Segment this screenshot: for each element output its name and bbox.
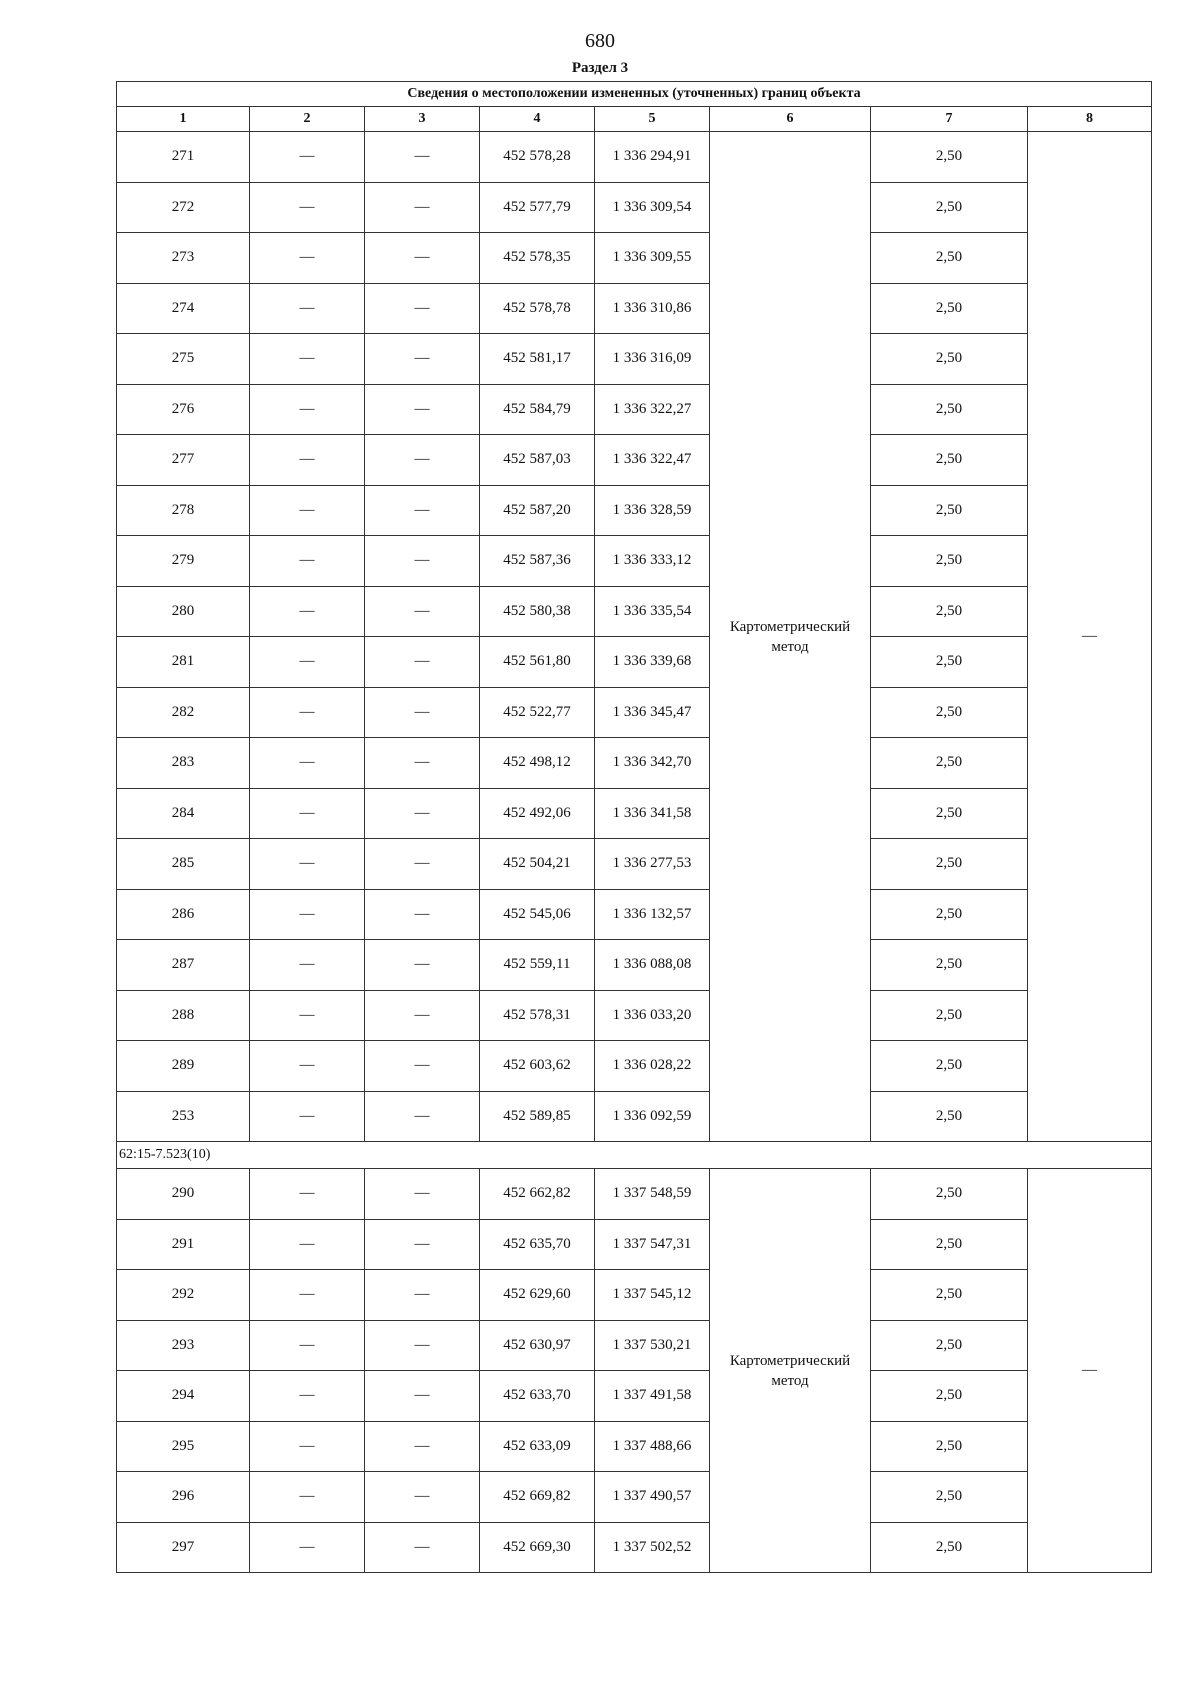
coord-x: 452 633,09 [480,1421,595,1472]
coord-x: 452 629,60 [480,1270,595,1321]
coord-x: 452 559,11 [480,940,595,991]
coord-x: 452 580,38 [480,586,595,637]
cell-col2: — [250,1041,365,1092]
cell-col3: — [365,536,480,587]
accuracy-cell: 2,50 [871,536,1028,587]
cell-col2: — [250,485,365,536]
table-header-row [117,107,1152,132]
coord-x: 452 587,36 [480,536,595,587]
col8-cell: — [1028,132,1152,1142]
accuracy-cell: 2,50 [871,1421,1028,1472]
accuracy-cell: 2,50 [871,990,1028,1041]
accuracy-cell: 2,50 [871,839,1028,890]
table-row [117,940,1152,991]
table-row [117,1041,1152,1092]
table-row [117,1371,1152,1422]
cell-col2: — [250,586,365,637]
cell-col3: — [365,1371,480,1422]
cell-col2: — [250,1371,365,1422]
accuracy-cell: 2,50 [871,1091,1028,1142]
coord-y: 1 337 502,52 [595,1522,710,1573]
coord-x: 452 522,77 [480,687,595,738]
cell-col3: — [365,334,480,385]
page-number: 680 [585,30,615,52]
coord-y: 1 337 488,66 [595,1421,710,1472]
point-number: 287 [117,940,250,991]
point-number: 295 [117,1421,250,1472]
table-row [117,586,1152,637]
accuracy-cell: 2,50 [871,384,1028,435]
method-cell: Картометрический метод [710,1169,871,1573]
cell-col3: — [365,637,480,688]
coord-x: 452 578,78 [480,283,595,334]
accuracy-cell: 2,50 [871,435,1028,486]
coord-y: 1 336 132,57 [595,889,710,940]
coord-y: 1 336 309,55 [595,233,710,284]
coord-y: 1 336 345,47 [595,687,710,738]
column-header: 7 [871,107,1028,132]
coord-y: 1 337 490,57 [595,1472,710,1523]
point-number: 278 [117,485,250,536]
coord-y: 1 336 033,20 [595,990,710,1041]
cell-col3: — [365,940,480,991]
column-header: 6 [710,107,871,132]
point-number: 275 [117,334,250,385]
accuracy-cell: 2,50 [871,687,1028,738]
cell-col3: — [365,182,480,233]
cell-col3: — [365,1421,480,1472]
cell-col3: — [365,990,480,1041]
point-number: 277 [117,435,250,486]
coord-x: 452 492,06 [480,788,595,839]
cell-col3: — [365,687,480,738]
accuracy-cell: 2,50 [871,1371,1028,1422]
coord-x: 452 587,20 [480,485,595,536]
table-row [117,788,1152,839]
cell-col3: — [365,132,480,183]
point-number: 292 [117,1270,250,1321]
point-number: 293 [117,1320,250,1371]
accuracy-cell: 2,50 [871,1522,1028,1573]
cell-col2: — [250,1472,365,1523]
table-row [117,1169,1152,1220]
cell-col2: — [250,233,365,284]
coord-x: 452 603,62 [480,1041,595,1092]
accuracy-cell: 2,50 [871,1169,1028,1220]
group-label-row [117,1142,1152,1169]
cell-col3: — [365,1522,480,1573]
cell-col2: — [250,1219,365,1270]
coord-x: 452 545,06 [480,889,595,940]
table-body [117,132,1152,1573]
coord-y: 1 337 547,31 [595,1219,710,1270]
table-row [117,233,1152,284]
point-number: 253 [117,1091,250,1142]
accuracy-cell: 2,50 [871,1270,1028,1321]
cell-col2: — [250,536,365,587]
cell-col2: — [250,435,365,486]
cell-col2: — [250,384,365,435]
cell-col3: — [365,1270,480,1321]
coord-y: 1 336 294,91 [595,132,710,183]
point-number: 297 [117,1522,250,1573]
cell-col2: — [250,1091,365,1142]
table-row [117,1421,1152,1472]
point-number: 294 [117,1371,250,1422]
cell-col3: — [365,1472,480,1523]
coord-x: 452 669,82 [480,1472,595,1523]
coord-x: 452 584,79 [480,384,595,435]
accuracy-cell: 2,50 [871,283,1028,334]
point-number: 271 [117,132,250,183]
column-header: 3 [365,107,480,132]
accuracy-cell: 2,50 [871,233,1028,284]
method-cell: Картометрический метод [710,132,871,1142]
coord-x: 452 561,80 [480,637,595,688]
cell-col3: — [365,1169,480,1220]
point-number: 274 [117,283,250,334]
table-row [117,687,1152,738]
accuracy-cell: 2,50 [871,485,1028,536]
table-row [117,435,1152,486]
group-label: 62:15-7.523(10) [117,1142,1152,1169]
point-number: 283 [117,738,250,789]
table-row [117,889,1152,940]
point-number: 290 [117,1169,250,1220]
coord-y: 1 336 322,47 [595,435,710,486]
table-row [117,1522,1152,1573]
cell-col2: — [250,1320,365,1371]
cell-col2: — [250,637,365,688]
coord-y: 1 337 548,59 [595,1169,710,1220]
cell-col3: — [365,788,480,839]
coord-x: 452 635,70 [480,1219,595,1270]
table-row [117,1270,1152,1321]
accuracy-cell: 2,50 [871,1472,1028,1523]
table-row [117,132,1152,183]
cell-col2: — [250,1421,365,1472]
table-row [117,485,1152,536]
table-row [117,738,1152,789]
coord-x: 452 578,35 [480,233,595,284]
coord-x: 452 578,28 [480,132,595,183]
column-header: 2 [250,107,365,132]
cell-col2: — [250,1522,365,1573]
table-row [117,839,1152,890]
coord-y: 1 336 028,22 [595,1041,710,1092]
coord-x: 452 578,31 [480,990,595,1041]
cell-col3: — [365,1041,480,1092]
coord-x: 452 662,82 [480,1169,595,1220]
table-row [117,1091,1152,1142]
column-header: 4 [480,107,595,132]
coord-y: 1 336 335,54 [595,586,710,637]
cell-col2: — [250,788,365,839]
table-row [117,384,1152,435]
cell-col2: — [250,182,365,233]
cell-col2: — [250,839,365,890]
point-number: 285 [117,839,250,890]
coord-x: 452 587,03 [480,435,595,486]
coord-y: 1 336 328,59 [595,485,710,536]
coord-x: 452 504,21 [480,839,595,890]
coord-x: 452 577,79 [480,182,595,233]
accuracy-cell: 2,50 [871,334,1028,385]
cell-col3: — [365,283,480,334]
cell-col2: — [250,940,365,991]
cell-col3: — [365,839,480,890]
table-row [117,1320,1152,1371]
coord-y: 1 337 530,21 [595,1320,710,1371]
cell-col3: — [365,1091,480,1142]
table-caption: Сведения о местоположении измененных (уточненных) границ объекта [117,82,1152,107]
cell-col3: — [365,485,480,536]
accuracy-cell: 2,50 [871,182,1028,233]
coord-y: 1 336 316,09 [595,334,710,385]
cell-col2: — [250,738,365,789]
accuracy-cell: 2,50 [871,788,1028,839]
coord-x: 452 633,70 [480,1371,595,1422]
coord-x: 452 498,12 [480,738,595,789]
cell-col3: — [365,1320,480,1371]
coord-y: 1 336 339,68 [595,637,710,688]
cell-col2: — [250,990,365,1041]
point-number: 282 [117,687,250,738]
column-header: 8 [1028,107,1152,132]
accuracy-cell: 2,50 [871,738,1028,789]
coord-y: 1 336 092,59 [595,1091,710,1142]
point-number: 273 [117,233,250,284]
cell-col2: — [250,1169,365,1220]
coord-y: 1 336 333,12 [595,536,710,587]
point-number: 272 [117,182,250,233]
accuracy-cell: 2,50 [871,1041,1028,1092]
point-number: 286 [117,889,250,940]
table-row [117,990,1152,1041]
point-number: 281 [117,637,250,688]
coord-y: 1 336 322,27 [595,384,710,435]
point-number: 284 [117,788,250,839]
table-row [117,334,1152,385]
table-row [117,182,1152,233]
accuracy-cell: 2,50 [871,637,1028,688]
point-number: 288 [117,990,250,1041]
accuracy-cell: 2,50 [871,132,1028,183]
coord-x: 452 589,85 [480,1091,595,1142]
point-number: 289 [117,1041,250,1092]
cell-col2: — [250,334,365,385]
accuracy-cell: 2,50 [871,1219,1028,1270]
coord-y: 1 337 545,12 [595,1270,710,1321]
point-number: 276 [117,384,250,435]
coord-x: 452 669,30 [480,1522,595,1573]
coord-y: 1 337 491,58 [595,1371,710,1422]
coord-x: 452 581,17 [480,334,595,385]
table-row [117,637,1152,688]
accuracy-cell: 2,50 [871,889,1028,940]
accuracy-cell: 2,50 [871,940,1028,991]
point-number: 279 [117,536,250,587]
cell-col3: — [365,435,480,486]
coord-y: 1 336 088,08 [595,940,710,991]
cell-col3: — [365,233,480,284]
point-number: 280 [117,586,250,637]
cell-col3: — [365,384,480,435]
coord-x: 452 630,97 [480,1320,595,1371]
boundary-table [116,81,1152,1573]
cell-col3: — [365,1219,480,1270]
column-header: 1 [117,107,250,132]
table-row [117,283,1152,334]
cell-col3: — [365,889,480,940]
column-header: 5 [595,107,710,132]
cell-col2: — [250,132,365,183]
cell-col2: — [250,889,365,940]
cell-col2: — [250,1270,365,1321]
coord-y: 1 336 310,86 [595,283,710,334]
coord-y: 1 336 277,53 [595,839,710,890]
cell-col3: — [365,738,480,789]
table-row [117,536,1152,587]
accuracy-cell: 2,50 [871,586,1028,637]
coord-y: 1 336 342,70 [595,738,710,789]
coord-y: 1 336 309,54 [595,182,710,233]
table-row [117,1219,1152,1270]
point-number: 296 [117,1472,250,1523]
accuracy-cell: 2,50 [871,1320,1028,1371]
section-title: Раздел 3 [571,60,629,76]
col8-cell: — [1028,1169,1152,1573]
point-number: 291 [117,1219,250,1270]
coord-y: 1 336 341,58 [595,788,710,839]
table-row [117,1472,1152,1523]
cell-col2: — [250,687,365,738]
cell-col2: — [250,283,365,334]
cell-col3: — [365,586,480,637]
